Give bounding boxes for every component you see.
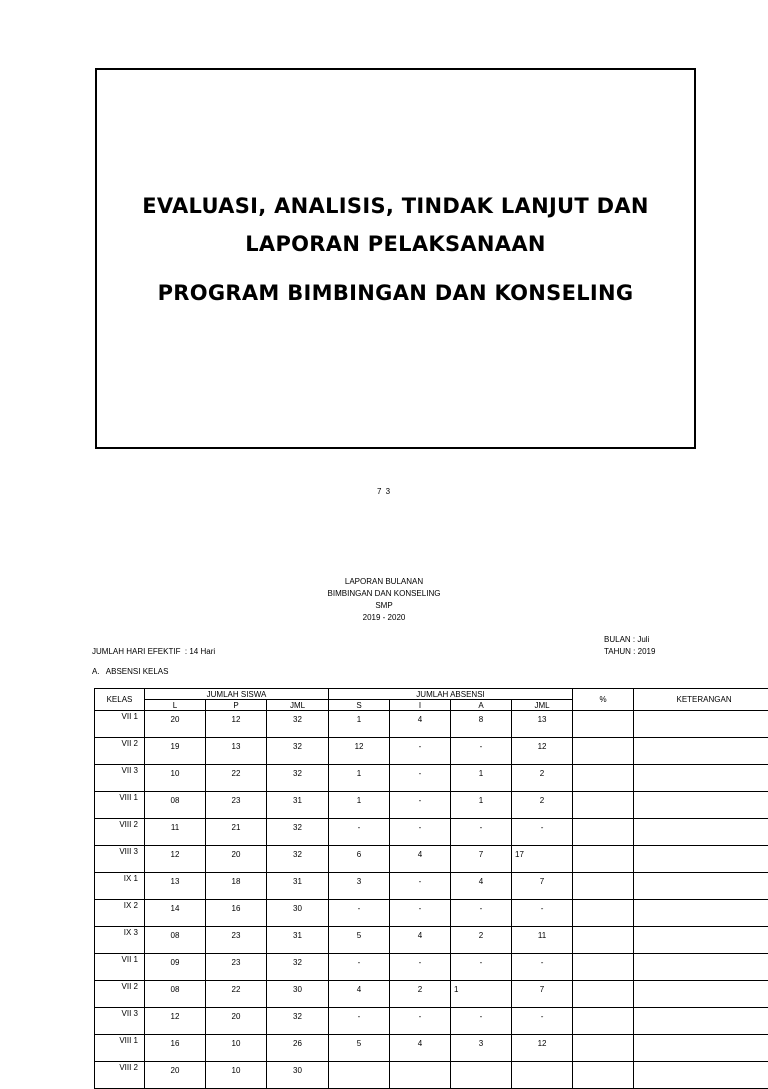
cell-i: 4 <box>390 711 451 738</box>
attendance-table <box>94 688 768 1089</box>
cell-ket <box>634 819 768 846</box>
cell-ket <box>634 1008 768 1035</box>
cell-l: 08 <box>145 981 206 1008</box>
cell-pct <box>573 846 634 873</box>
cell-kelas: VII 1 <box>95 954 145 981</box>
cell-jml: 26 <box>267 1035 329 1062</box>
cell-kelas: IX 1 <box>95 873 145 900</box>
cell-kelas: VIII 1 <box>95 1035 145 1062</box>
cell-pct <box>573 792 634 819</box>
cell-jml: 32 <box>267 1008 329 1035</box>
cell-p: 20 <box>206 846 267 873</box>
cell-jml: 30 <box>267 981 329 1008</box>
header-s: S <box>329 700 390 711</box>
table-row <box>95 738 768 765</box>
cover-title-line-2: LAPORAN PELAKSANAAN <box>97 232 694 256</box>
cell-kelas: VII 1 <box>95 711 145 738</box>
header-p: P <box>206 700 267 711</box>
report-month: BULAN : Juli <box>604 634 649 646</box>
cell-i: - <box>390 873 451 900</box>
report-subtitle: BIMBINGAN DAN KONSELING <box>0 588 768 600</box>
cell-ajml: 7 <box>512 873 573 900</box>
cover-title-line-1: EVALUASI, ANALISIS, TINDAK LANJUT DAN <box>97 194 694 218</box>
cell-i: 4 <box>390 927 451 954</box>
cell-ket <box>634 900 768 927</box>
cell-s: - <box>329 819 390 846</box>
cell-kelas: VIII 2 <box>95 1062 145 1089</box>
cell-pct <box>573 900 634 927</box>
cell-s: 4 <box>329 981 390 1008</box>
cell-l: 14 <box>145 900 206 927</box>
cell-l: 13 <box>145 873 206 900</box>
cell-ajml: 2 <box>512 792 573 819</box>
cell-pct <box>573 711 634 738</box>
cell-a: - <box>451 819 512 846</box>
table-row <box>95 900 768 927</box>
cell-ket <box>634 1035 768 1062</box>
cell-s: 1 <box>329 792 390 819</box>
table-row <box>95 711 768 738</box>
cell-ket <box>634 927 768 954</box>
cell-s: 1 <box>329 711 390 738</box>
cell-ket <box>634 1062 768 1089</box>
cell-i: - <box>390 954 451 981</box>
table-row <box>95 792 768 819</box>
cell-pct <box>573 927 634 954</box>
cell-ajml <box>512 1062 573 1089</box>
cell-l: 10 <box>145 765 206 792</box>
cell-s: 12 <box>329 738 390 765</box>
cell-jml: 32 <box>267 954 329 981</box>
table-row <box>95 954 768 981</box>
cell-a: 3 <box>451 1035 512 1062</box>
cell-p: 13 <box>206 738 267 765</box>
page-number: 7 3 <box>0 487 768 496</box>
cell-s: 6 <box>329 846 390 873</box>
cell-p: 21 <box>206 819 267 846</box>
cell-l: 09 <box>145 954 206 981</box>
cell-a: - <box>451 954 512 981</box>
cell-ajml: 11 <box>512 927 573 954</box>
cell-s: 3 <box>329 873 390 900</box>
table-row <box>95 819 768 846</box>
cell-a: 8 <box>451 711 512 738</box>
header-l: L <box>145 700 206 711</box>
table-row <box>95 1035 768 1062</box>
cell-l: 12 <box>145 846 206 873</box>
cell-a: 2 <box>451 927 512 954</box>
cell-l: 19 <box>145 738 206 765</box>
cell-kelas: VIII 3 <box>95 846 145 873</box>
cell-ket <box>634 738 768 765</box>
cell-i: - <box>390 900 451 927</box>
cell-jml: 32 <box>267 738 329 765</box>
cell-s: 1 <box>329 765 390 792</box>
cell-ket <box>634 792 768 819</box>
report-year: TAHUN : 2019 <box>604 646 655 658</box>
cover-title-line-3: PROGRAM BIMBINGAN DAN KONSELING <box>97 281 694 305</box>
table-row <box>95 846 768 873</box>
cell-kelas: VII 3 <box>95 1008 145 1035</box>
cell-p: 22 <box>206 765 267 792</box>
header-keterangan: KETERANGAN <box>634 689 768 711</box>
cell-p: 22 <box>206 981 267 1008</box>
cell-a: - <box>451 1008 512 1035</box>
cell-i: - <box>390 738 451 765</box>
cell-ajml: 2 <box>512 765 573 792</box>
cell-p: 16 <box>206 900 267 927</box>
cell-ajml: - <box>512 900 573 927</box>
cell-jml: 31 <box>267 927 329 954</box>
cell-a: - <box>451 738 512 765</box>
table-row <box>95 1008 768 1035</box>
header-percent: % <box>573 689 634 711</box>
cell-ajml: - <box>512 819 573 846</box>
table-row <box>95 927 768 954</box>
cell-kelas: VIII 1 <box>95 792 145 819</box>
cell-l: 08 <box>145 792 206 819</box>
cell-ket <box>634 954 768 981</box>
cell-s: - <box>329 900 390 927</box>
cell-ket <box>634 873 768 900</box>
cell-l: 20 <box>145 711 206 738</box>
cell-l: 20 <box>145 1062 206 1089</box>
table-row <box>95 765 768 792</box>
cell-i: - <box>390 819 451 846</box>
header-jml-absensi: JML <box>512 700 573 711</box>
cell-l: 12 <box>145 1008 206 1035</box>
cell-ket <box>634 711 768 738</box>
header-i: I <box>390 700 451 711</box>
cell-kelas: VII 2 <box>95 738 145 765</box>
cell-pct <box>573 954 634 981</box>
cell-ajml: 17 <box>512 846 573 873</box>
cell-a: 7 <box>451 846 512 873</box>
cell-i: 4 <box>390 846 451 873</box>
cell-p: 23 <box>206 792 267 819</box>
header-jml-siswa: JML <box>267 700 329 711</box>
cell-p: 23 <box>206 927 267 954</box>
cell-jml: 32 <box>267 711 329 738</box>
cell-a: - <box>451 900 512 927</box>
attendance-table-body <box>95 711 768 1089</box>
cell-s: 5 <box>329 927 390 954</box>
cell-p: 18 <box>206 873 267 900</box>
cell-s: 5 <box>329 1035 390 1062</box>
cell-pct <box>573 1008 634 1035</box>
cell-a: 1 <box>451 765 512 792</box>
cell-p: 20 <box>206 1008 267 1035</box>
table-row <box>95 873 768 900</box>
cell-jml: 32 <box>267 846 329 873</box>
cell-i: - <box>390 1008 451 1035</box>
cell-kelas: VIII 2 <box>95 819 145 846</box>
cell-s <box>329 1062 390 1089</box>
cell-s: - <box>329 1008 390 1035</box>
cell-l: 11 <box>145 819 206 846</box>
cell-p: 23 <box>206 954 267 981</box>
cell-pct <box>573 738 634 765</box>
cell-i: - <box>390 765 451 792</box>
cell-kelas: VII 2 <box>95 981 145 1008</box>
cell-p: 10 <box>206 1062 267 1089</box>
table-row <box>95 1062 768 1089</box>
cell-i: 2 <box>390 981 451 1008</box>
cell-jml: 30 <box>267 1062 329 1089</box>
cell-jml: 32 <box>267 819 329 846</box>
header-a: A <box>451 700 512 711</box>
cell-ajml: 12 <box>512 738 573 765</box>
report-title: LAPORAN BULANAN <box>0 576 768 588</box>
cell-p: 10 <box>206 1035 267 1062</box>
cell-i: 4 <box>390 1035 451 1062</box>
cell-pct <box>573 1035 634 1062</box>
cover-box <box>95 68 696 449</box>
cell-jml: 30 <box>267 900 329 927</box>
cell-a <box>451 1062 512 1089</box>
table-row <box>95 981 768 1008</box>
cell-ajml: 7 <box>512 981 573 1008</box>
cell-l: 16 <box>145 1035 206 1062</box>
cell-i <box>390 1062 451 1089</box>
cell-a: 1 <box>451 792 512 819</box>
cell-pct <box>573 765 634 792</box>
header-kelas: KELAS <box>95 689 145 711</box>
cell-ajml: - <box>512 1008 573 1035</box>
cell-kelas: IX 3 <box>95 927 145 954</box>
cell-ajml: - <box>512 954 573 981</box>
cell-pct <box>573 819 634 846</box>
cell-l: 08 <box>145 927 206 954</box>
cell-jml: 31 <box>267 873 329 900</box>
cell-ket <box>634 981 768 1008</box>
cell-ket <box>634 846 768 873</box>
cell-jml: 32 <box>267 765 329 792</box>
cell-p: 12 <box>206 711 267 738</box>
cell-ajml: 12 <box>512 1035 573 1062</box>
section-heading: A. ABSENSI KELAS <box>92 666 168 678</box>
cell-a: 1 <box>451 981 512 1008</box>
cell-pct <box>573 981 634 1008</box>
effective-days: JUMLAH HARI EFEKTIF : 14 Hari <box>92 646 215 658</box>
cell-kelas: IX 2 <box>95 900 145 927</box>
cell-jml: 31 <box>267 792 329 819</box>
cell-pct <box>573 1062 634 1089</box>
cell-ajml: 13 <box>512 711 573 738</box>
cell-kelas: VII 3 <box>95 765 145 792</box>
cell-i: - <box>390 792 451 819</box>
report-school: SMP <box>0 600 768 612</box>
report-year-range: 2019 - 2020 <box>0 612 768 624</box>
header-jumlah-absensi: JUMLAH ABSENSI <box>329 689 573 700</box>
cell-ket <box>634 765 768 792</box>
cell-pct <box>573 873 634 900</box>
cell-s: - <box>329 954 390 981</box>
header-jumlah-siswa: JUMLAH SISWA <box>145 689 329 700</box>
cell-a: 4 <box>451 873 512 900</box>
